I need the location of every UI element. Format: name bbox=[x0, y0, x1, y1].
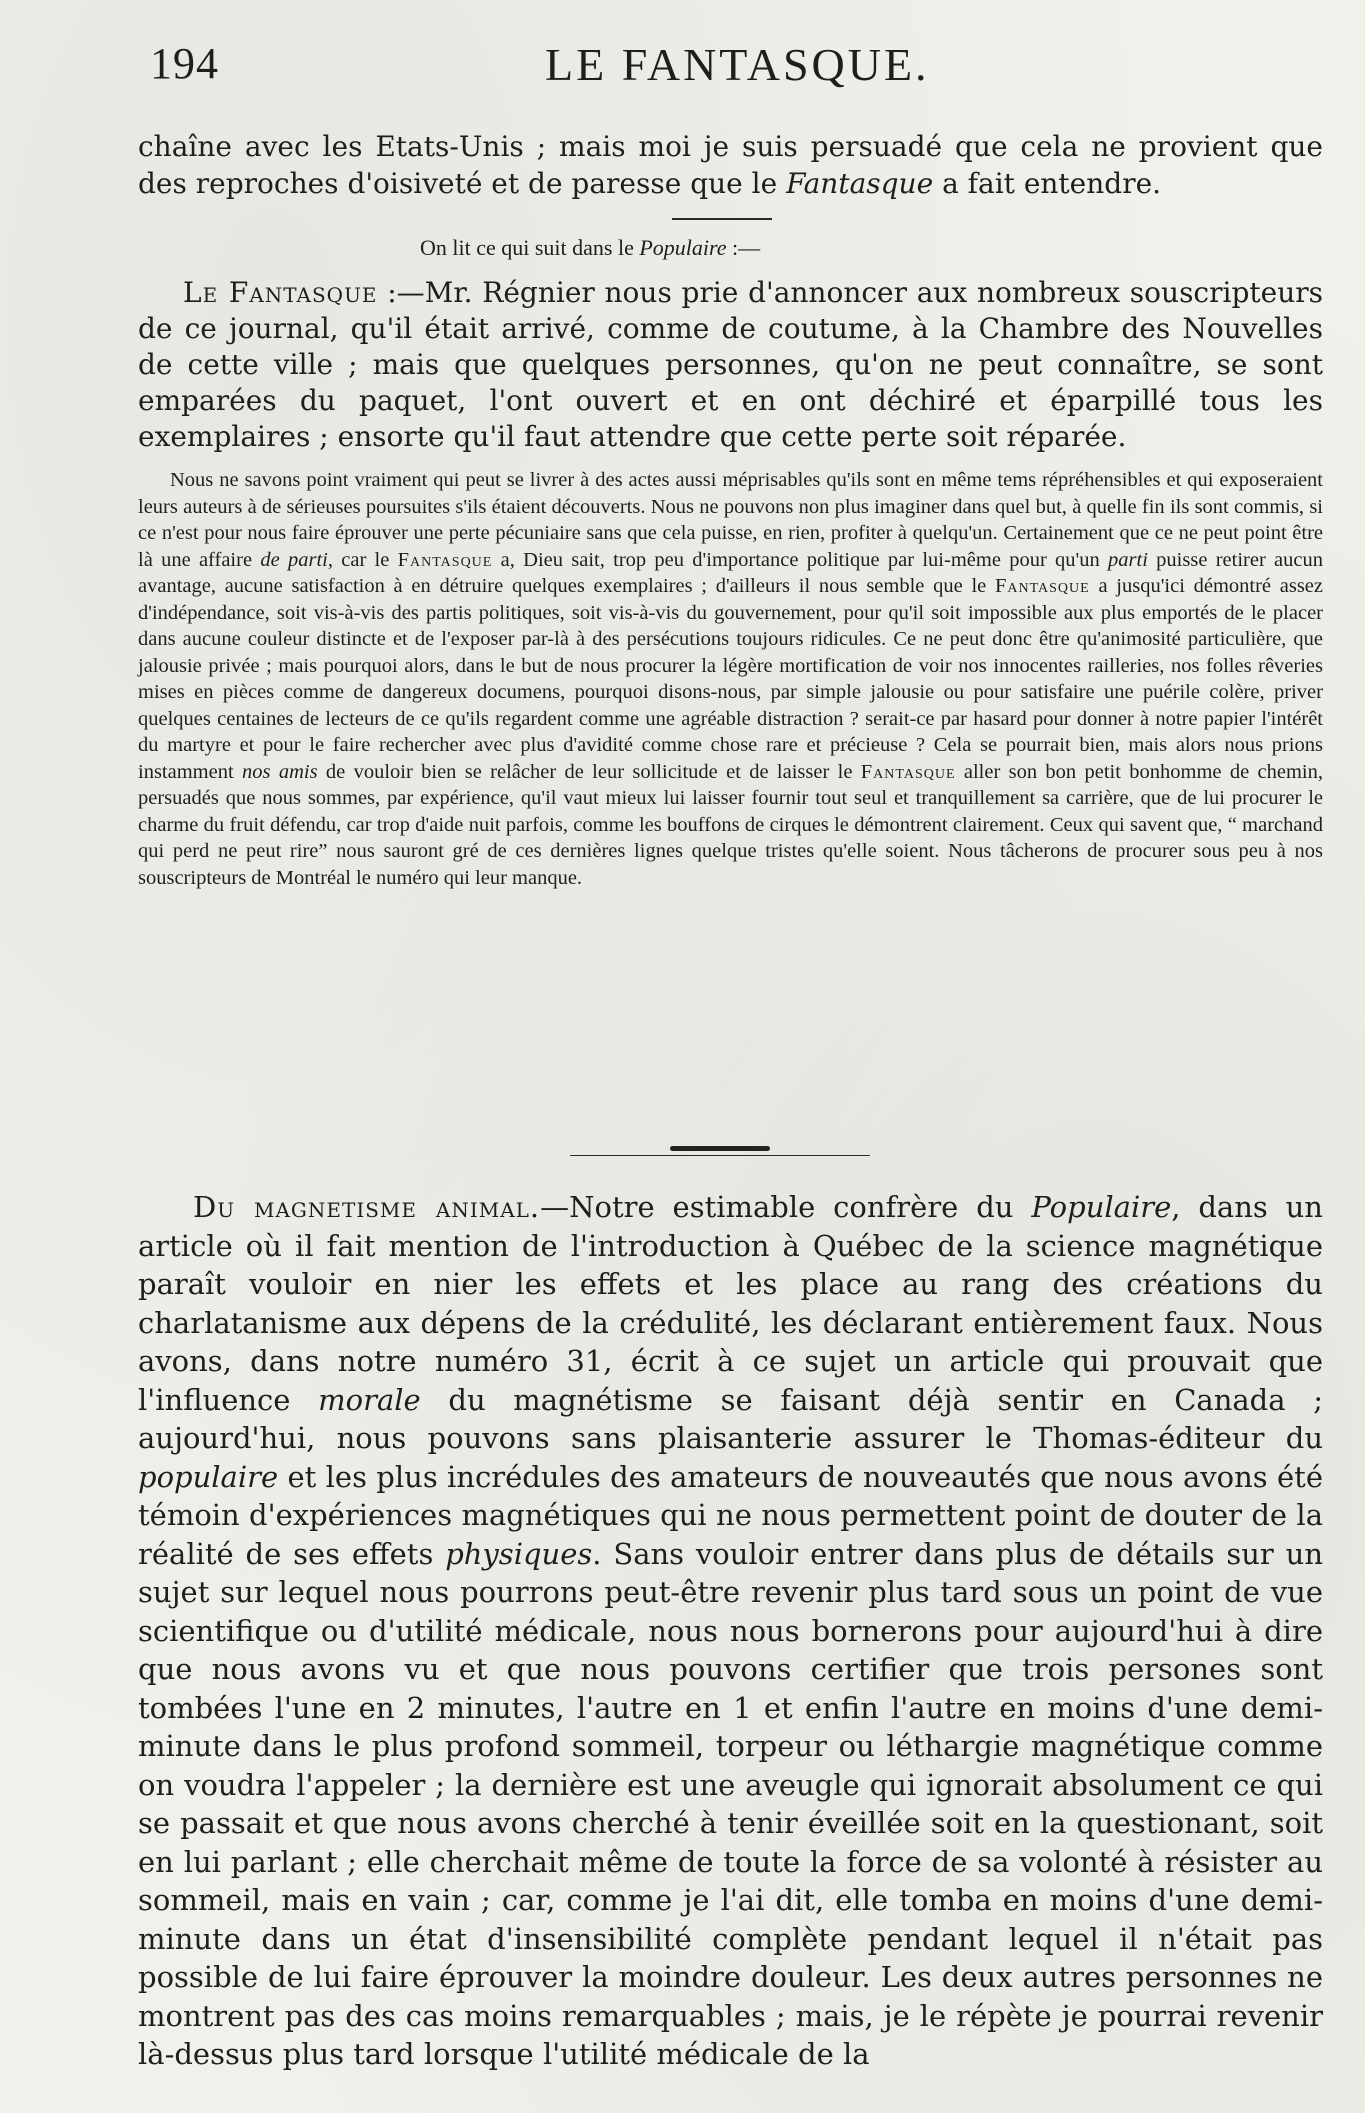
magnetisme-paragraph bbox=[138, 1188, 1323, 2074]
top-paragraph-text: chaîne avec les Etats-Unis ; mais moi je suis persuadé que cela ne provient que des reproches d'oisiveté et de paresse que le bbox=[138, 130, 1323, 200]
response-emphasis: nos amis bbox=[242, 760, 318, 783]
response-paragraph bbox=[138, 467, 1323, 891]
magnetisme-emphasis: morale bbox=[318, 1382, 421, 1417]
magnetisme-text: et les plus incrédules des amateurs de nouveautés que nous avons été témoin d'expériences magnétiques qui ne nous permettent point de douter de la réalité de ses effets bbox=[138, 1459, 1323, 1571]
page-header bbox=[150, 38, 1310, 98]
section-divider bbox=[570, 1155, 870, 1156]
response-text: Nous ne savons point vraiment qui peut se livrer à des actes aussi méprisables qu'ils sont en même tems répréhensibles et qui exposeraient leurs auteurs à de sérieuses poursuites s'ils étaient découverts. Nous ne pouvons non plus imaginer dans quel but, à quelle fin ils sont commis, si ce n'est pour nous faire éprouver une perte pécuniaire sans que cela puisse, en rien, profiter à quelqu'un. Certainement que ce ne peut point être là une affaire bbox=[138, 469, 1323, 571]
response-emphasis: de parti bbox=[260, 548, 328, 571]
source-line bbox=[420, 235, 760, 261]
response-text: de vouloir bien se relâcher de leur sollicitude et de laisser le bbox=[317, 760, 861, 783]
journal-name: Fantasque bbox=[994, 575, 1090, 597]
magnetisme-text: . Sans vouloir entrer dans plus de détails sur un sujet sur lequel nous pourrons peut-être revenir plus tard sous un point de vue scientifique ou d'utilité médicale, nous nous bornerons pour aujourd'hui à dire que nous avons vu et que nous pouvons certifier que trois persones sont tombées l'une en 2 minutes, l'autre en 1 et enfin l'autre en moins d'une demi-minute dans le plus profond sommeil, torpeur ou léthargie magnétique comme on voudra l'appeler ; la dernière est une aveugle qui ignorait absolument ce qui se passait et que nous avons cherché à tenir éveillée soit en la questionant, soit en lui parlant ; elle cherchait même de toute la force de sa volonté à résister au sommeil, mais en vain ; car, comme je l'ai dit, elle tomba en moins d'une demi-minute dans un état d'insensibilité complète pendant lequel il n'était pas possible de lui faire éprouver la moindre douleur. Les deux autres personnes ne montrent pas des cas moins remarquables ; mais, je le répète je pourrai revenir là-dessus plus tard lorsque l'utilité médicale de la bbox=[138, 1536, 1323, 2071]
response-text: aller son bon petit bonhomme de chemin, persuadés que nous sommes, par expérience, qu'il vaut mieux lui laisser fournir tout seul et tranquillement sa carrière, que de lui procurer le charme du fruit défendu, car trop d'aide nuit parfois, comme les bouffons de cirques le démontrent clairement. Ceux qui savent que, “ marchand qui perd ne peut rire” nous sauront gré de ces dernières lignes quelque tristes qu'elle soient. Nous tâcherons de procurer sous peu à nos souscripteurs de Montréal le numéro qui leur manque. bbox=[138, 760, 1323, 889]
announcement-paragraph bbox=[138, 275, 1323, 455]
source-paper: Populaire bbox=[639, 235, 727, 260]
magnetisme-emphasis: populaire bbox=[138, 1459, 279, 1494]
magnetisme-emphasis: physiques bbox=[445, 1536, 593, 1571]
source-line-text: On lit ce qui suit dans le bbox=[420, 235, 640, 260]
journal-title: LE FANTASQUE. bbox=[545, 39, 930, 90]
response-text: , car le bbox=[327, 548, 398, 571]
journal-name: Fantasque bbox=[786, 167, 934, 200]
magnetisme-emphasis: Populaire bbox=[1031, 1190, 1172, 1224]
section-divider bbox=[672, 218, 772, 220]
response-text: a, Dieu sait, trop peu d'importance politique par lui-même pour qu'un bbox=[492, 548, 1109, 571]
magnetisme-text: —Notre estimable confrère du bbox=[540, 1190, 1032, 1224]
response-text: puisse retirer aucun avantage, aucune satisfaction à en détruire quelques exemplaires ; d'ailleurs il nous semble que le bbox=[138, 548, 1323, 597]
magnetisme-lead: Du magnetisme animal. bbox=[193, 1190, 541, 1224]
announcement-text: :—Mr. Régnier nous prie d'annoncer aux nombreux souscripteurs de ce journal, qu'il était arrivé, comme de coutume, à la Chambre des Nouvelles de cette ville ; mais que quelques personnes, qu'on ne peut connaître, se sont emparées du paquet, l'ont ouvert et en ont déchiré et éparpillé tous les exemplaires ; ensorte qu'il faut attendre que cette perte soit réparée. bbox=[138, 276, 1323, 453]
journal-name: Fantasque bbox=[860, 760, 956, 783]
announcement-lead: Le Fantasque bbox=[183, 276, 378, 309]
source-line-end: :— bbox=[726, 235, 761, 260]
response-emphasis: parti bbox=[1108, 548, 1148, 571]
ornamental-divider bbox=[670, 1146, 770, 1151]
magnetisme-text: du magnétisme se faisant déjà sentir en Canada ; aujourd'hui, nous pouvons sans plaisanterie assurer le Thomas-éditeur du bbox=[138, 1382, 1323, 1455]
page-number: 194 bbox=[150, 39, 219, 88]
magnetisme-text: , dans un article où il fait mention de l'introduction à Québec de la science magnétique paraît vouloir en nier les effets et les place au rang des créations du charlatanisme aux dépens de la crédulité, les déclarant entièrement faux. Nous avons, dans notre numéro 31, écrit à ce sujet un article qui prouvait que l'influence bbox=[138, 1190, 1323, 1417]
top-paragraph-end: a fait entendre. bbox=[933, 167, 1162, 200]
top-paragraph bbox=[138, 128, 1323, 202]
journal-name: Fantasque bbox=[397, 548, 493, 571]
response-text: a jusqu'ici démontré assez d'indépendance, soit vis-à-vis des partis politiques, soit vis-à-vis du gouvernement, pour qu'il soit impossible aux plus emportés de le placer dans aucune couleur distincte et de l'exposer par-là à des persécutions toujours ridicules. Ce ne peut donc être qu'animosité particulière, que jalousie privée ; mais pourquoi alors, dans le but de nous procurer la légère mortification de voir nos innocentes railleries, nos folles rêveries mises en pièces comme de dangereux documens, pourquoi disons-nous, par simple jalousie ou pour satisfaire une puérile colère, priver quelques centaines de lecteurs de ce qu'ils regardent comme une agréable distraction ? serait-ce par hasard pour donner à notre papier l'intérêt du martyre et pour le faire rechercher avec plus d'avidité comme chose rare et précieuse ? Cela se pourrait bien, mais alors nous prions instamment bbox=[138, 575, 1324, 783]
